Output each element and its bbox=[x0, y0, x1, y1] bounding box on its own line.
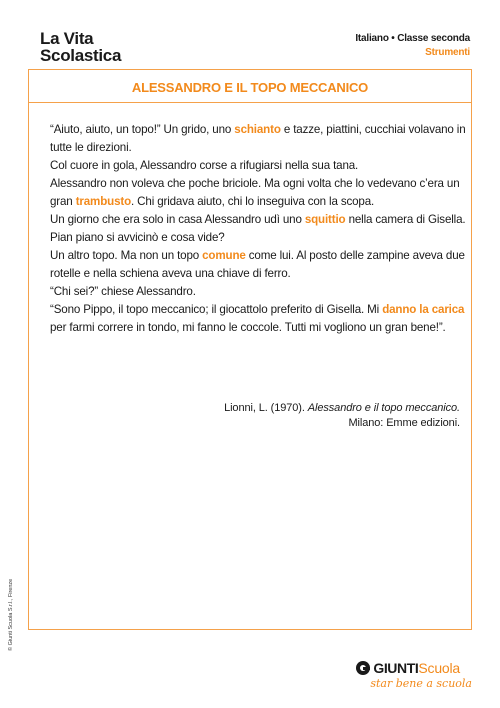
story-title: ALESSANDRO E IL TOPO MECCANICO bbox=[131, 80, 369, 95]
section-label: Strumenti bbox=[425, 47, 470, 58]
story-text-segment: e tazze, piattini, cucchiai volavano in tutte le direzioni. bbox=[50, 123, 466, 154]
logo-line-1: La Vita bbox=[40, 29, 94, 48]
story-paragraph bbox=[50, 301, 468, 337]
story-text-segment: Alessandro non voleva che poche briciole. Ma ogni volta che lo vedevano c’era un gran bbox=[50, 177, 460, 208]
story-paragraph bbox=[50, 175, 468, 211]
highlighted-word: comune bbox=[202, 249, 246, 262]
story-paragraph bbox=[50, 247, 468, 283]
brand-giunti: GIUNTI bbox=[373, 660, 419, 676]
subject-label: Italiano • Classe seconda bbox=[355, 33, 470, 44]
story-text-segment: nella camera di Gisella. Pian piano si avvicinò e cosa vide? bbox=[50, 213, 466, 244]
copyright-notice: © Giunti Scuola S.r.l., Firenze bbox=[8, 578, 14, 651]
highlighted-word: schianto bbox=[234, 123, 281, 136]
story-text-segment: “Aiuto, aiuto, un topo!” Un grido, uno bbox=[50, 123, 235, 136]
reference-publisher: Milano: Emme edizioni. bbox=[348, 417, 460, 429]
brand-scuola: Scuola bbox=[418, 660, 460, 676]
highlighted-word: danno la carica bbox=[382, 303, 465, 316]
publisher-brand bbox=[356, 660, 472, 690]
highlighted-word: squittio bbox=[304, 213, 346, 226]
giunti-logo-icon bbox=[356, 661, 370, 675]
reference-author: Lionni, L. (1970). bbox=[224, 402, 308, 414]
story-paragraph bbox=[50, 211, 468, 247]
story-text-segment: “Chi sei?” chiese Alessandro. bbox=[50, 285, 196, 298]
story-text bbox=[50, 121, 468, 337]
story-paragraph bbox=[50, 283, 468, 301]
story-text-segment: per farmi correre in tondo, mi fanno le coccole. Tutti mi vogliono un gran bene!”. bbox=[50, 321, 446, 334]
brand-tagline: star bene a scuola bbox=[370, 677, 472, 690]
story-text-segment: Un altro topo. Ma non un topo bbox=[50, 249, 203, 262]
story-text-segment: . Chi gridava aiuto, chi lo inseguiva con la scopa. bbox=[131, 195, 375, 208]
bibliographic-reference bbox=[224, 401, 460, 431]
title-divider bbox=[28, 102, 472, 103]
reference-book-title: Alessandro e il topo meccanico. bbox=[307, 402, 460, 414]
logo-line-2: Scolastica bbox=[40, 46, 122, 65]
story-paragraph bbox=[50, 121, 468, 157]
story-text-segment: Col cuore in gola, Alessandro corse a rifugiarsi nella sua tana. bbox=[50, 159, 359, 172]
story-text-segment: Un giorno che era solo in casa Alessandro udì uno bbox=[50, 213, 305, 226]
header-info bbox=[355, 32, 470, 60]
story-paragraph bbox=[50, 157, 468, 175]
magazine-logo bbox=[40, 30, 121, 64]
story-text-segment: “Sono Pippo, il topo meccanico; il giocattolo preferito di Gisella. Mi bbox=[50, 303, 383, 316]
highlighted-word: trambusto bbox=[75, 195, 132, 208]
story-text-segment: come lui. Al posto delle zampine aveva due rotelle e nella schiena aveva una chiave di ferro. bbox=[50, 249, 465, 280]
